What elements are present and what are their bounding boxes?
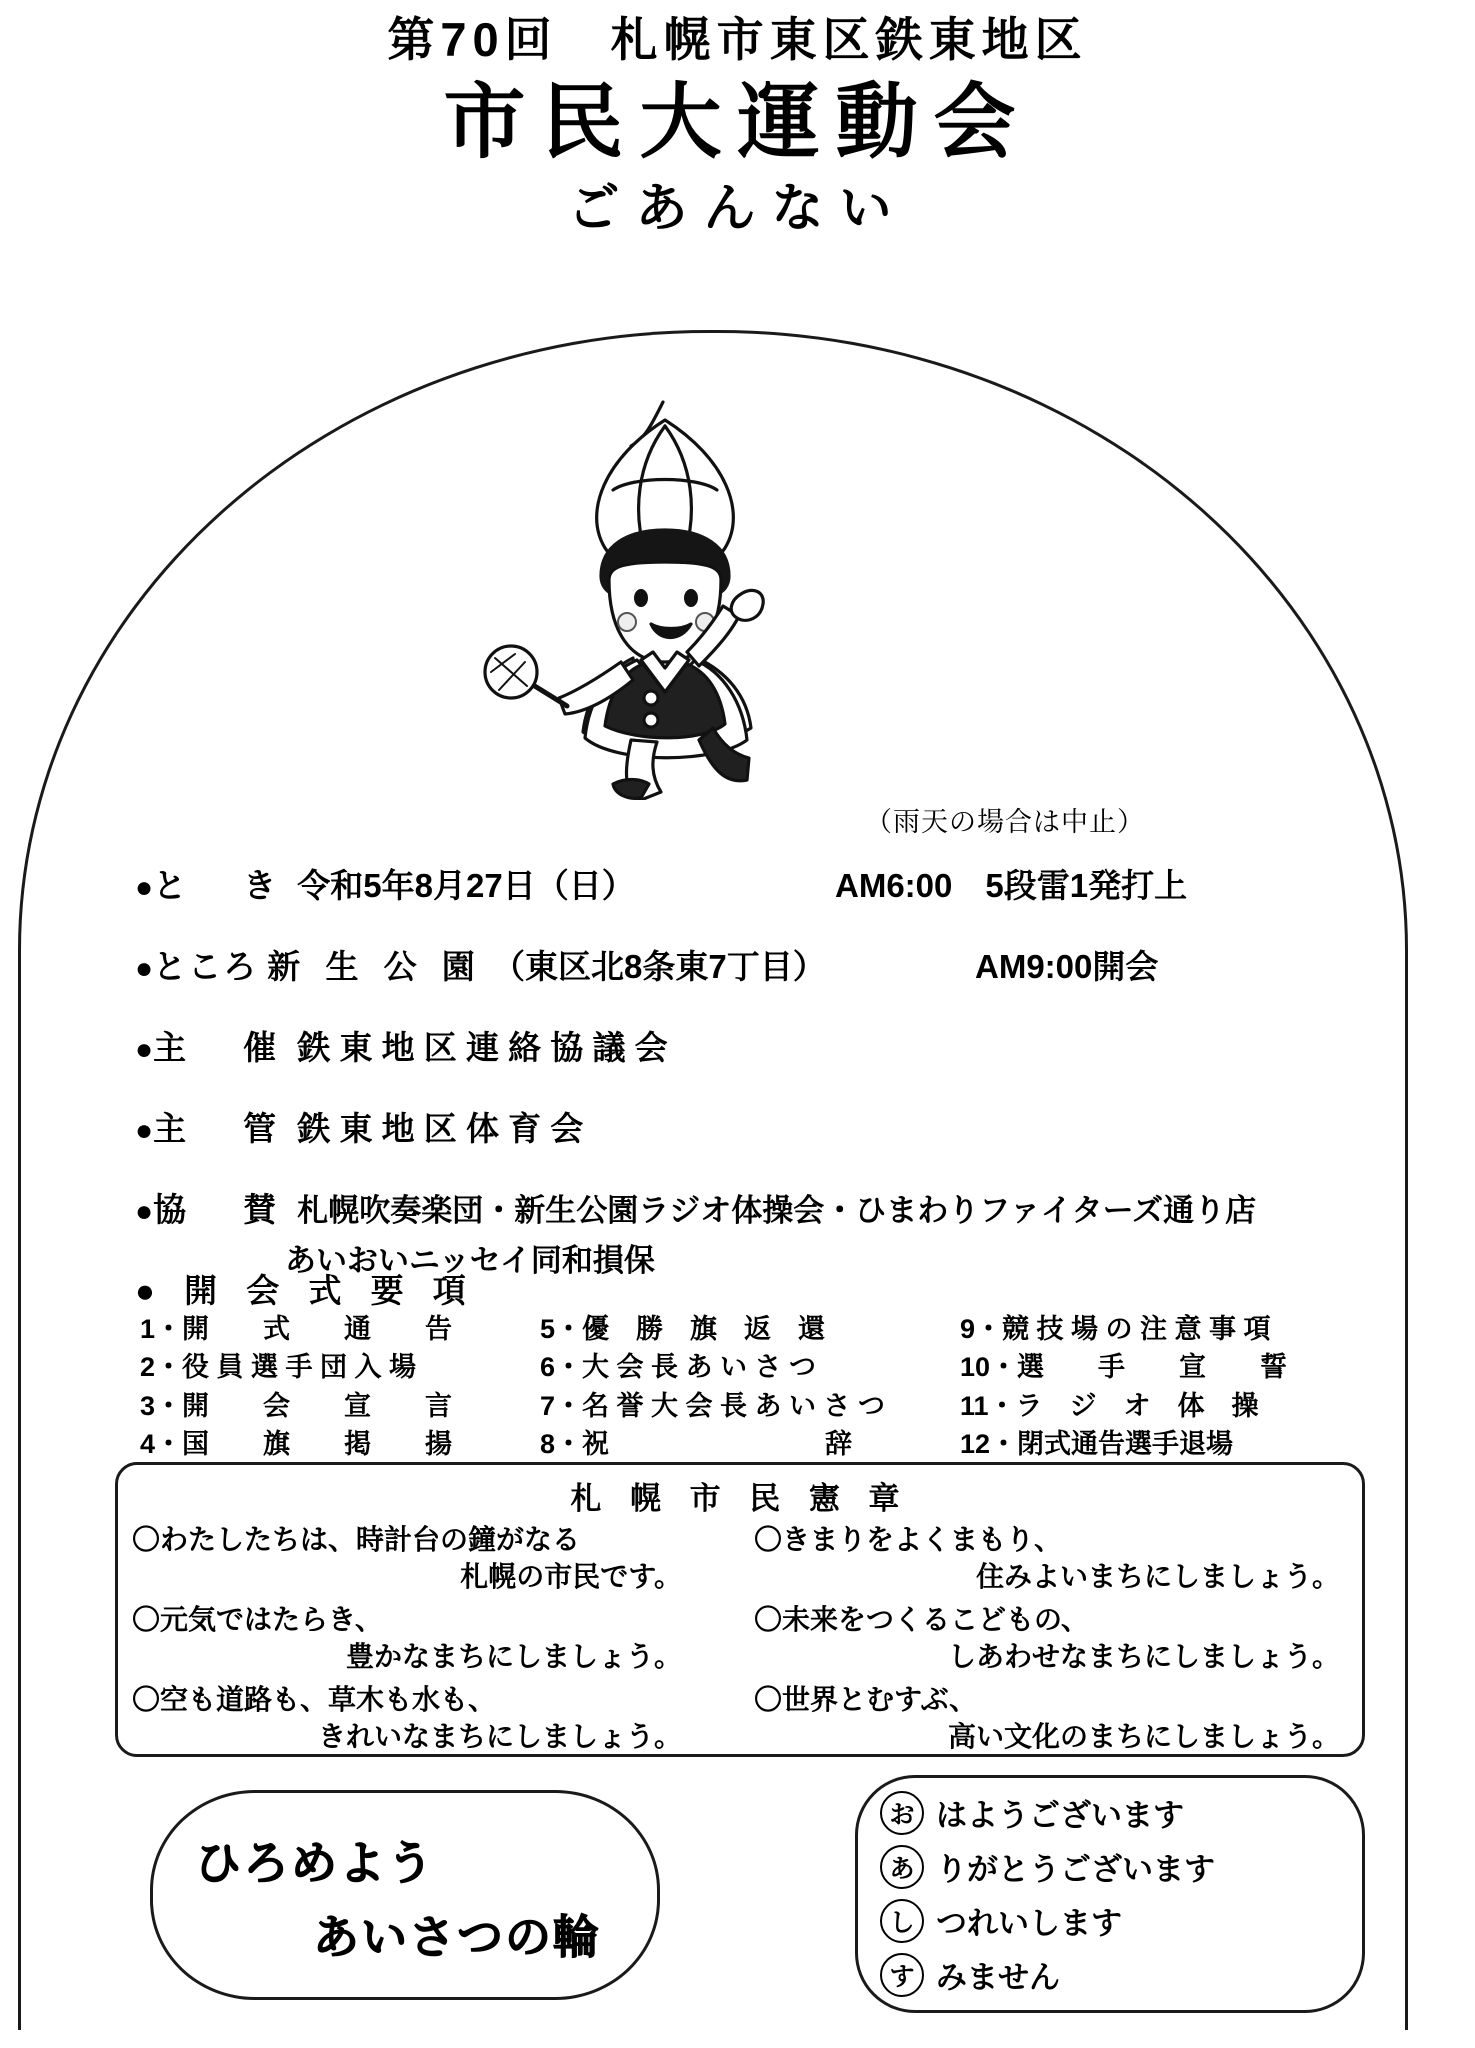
charter-item-line1: 〇空も道路も、草木も水も、: [132, 1683, 497, 1715]
program-item: [960, 1310, 1380, 1348]
onion-boy-mascot-icon: [455, 380, 875, 800]
info-value-shusai: 鉄 東 地 区 連 絡 協 議 会: [297, 1029, 668, 1066]
program-item: [960, 1425, 1380, 1463]
charter-item-line2: 豊かなまちにしましょう。: [345, 1640, 682, 1672]
charter-item-line2: きれいなまちにしましょう。: [317, 1720, 682, 1752]
rain-cancel-note: （雨天の場合は中止）: [865, 807, 1145, 837]
program-row: [140, 1348, 1390, 1386]
kana-circle-icon: お: [880, 1791, 924, 1835]
greeting-row: [880, 1952, 1362, 1997]
charter-item: [132, 1682, 740, 1756]
greeting-slogan-box: [150, 1790, 660, 2000]
event-subtitle: ごあんない: [567, 180, 908, 239]
bullet-icon: ●: [135, 1114, 154, 1147]
program-item-number: 4・: [140, 1428, 183, 1459]
event-info-list: [135, 860, 1345, 1314]
program-item-label: 閉式通告選手退場: [1017, 1428, 1234, 1459]
greeting-row: [880, 1844, 1362, 1889]
charter-item-line2: 札幌の市民です。: [460, 1560, 682, 1592]
program-item-label: 優 勝 旗 返 還: [582, 1314, 826, 1344]
charter-item: [754, 1682, 1362, 1756]
greeting-row: [880, 1790, 1362, 1835]
slogan-line1: ひろめよう: [195, 1836, 435, 1890]
program-item: [960, 1387, 1380, 1425]
info-row-administrator: [135, 1103, 1345, 1150]
program-item-label: ラ ジ オ 体 操: [1015, 1390, 1259, 1421]
program-item: [140, 1425, 540, 1463]
program-item-number: 10・: [960, 1352, 1018, 1383]
info-sub-tokoro: （東区北8条東7丁目）: [491, 948, 826, 985]
program-heading-label: 開 会 式 要 項: [184, 1272, 476, 1309]
bullet-icon: ●: [135, 1272, 165, 1309]
bullet-icon: ●: [135, 1033, 154, 1066]
charter-item-line2: 高い文化のまちにしましょう。: [947, 1720, 1340, 1752]
program-item-label: 選 手 宣 誓: [1017, 1352, 1288, 1383]
program-item-number: 7・: [540, 1390, 583, 1421]
info-value-shukan: 鉄 東 地 区 体 育 会: [297, 1110, 584, 1147]
info-label-kyosan: 協 賛: [153, 1191, 289, 1228]
program-item-label: 開 会 宣 言: [182, 1390, 453, 1421]
info-row-datetime: [135, 860, 1345, 907]
charter-title: 札 幌 市 民 憲 章: [570, 1481, 910, 1516]
info-label-shukan: 主 管: [153, 1110, 289, 1147]
info-value-kyosan-line1: 札幌吹奏楽団・新生公園ラジオ体操会・ひまわりファイターズ通り店: [297, 1193, 1257, 1228]
program-heading: [135, 1265, 476, 1312]
charter-item-line1: 〇きまりをよくまもり、: [754, 1524, 1063, 1555]
program-item-number: 2・: [140, 1352, 183, 1383]
program-grid: [140, 1310, 1390, 1463]
poster-header: [0, 0, 1475, 241]
program-item-label: 大 会 長 あ い さ つ: [582, 1352, 817, 1383]
charter-item: [754, 1522, 1362, 1596]
info-label-toki: と き: [153, 867, 289, 904]
charter-item-line1: 〇世界とむすぶ、: [754, 1683, 978, 1715]
greeting-text: はようございます: [936, 1798, 1184, 1833]
info-row-organizer: [135, 1022, 1345, 1069]
greeting-row: [880, 1898, 1362, 1943]
charter-item: [754, 1602, 1362, 1676]
program-item-number: 8・: [540, 1428, 583, 1459]
charter-item-line1: 〇元気ではたらき、: [132, 1603, 383, 1635]
bullet-icon: ●: [135, 1195, 154, 1228]
program-item-number: 5・: [540, 1314, 583, 1344]
charter-item-line1: 〇未来をつくるこどもの、: [754, 1603, 1089, 1635]
info-value-kyosan-line2: あいおいニッセイ同和損保: [285, 1243, 655, 1278]
program-item: [140, 1348, 540, 1386]
program-item-number: 9・: [960, 1314, 1003, 1344]
program-item-number: 6・: [540, 1352, 583, 1383]
sapporo-citizens-charter-box: [115, 1462, 1365, 1757]
info-right-tokoro: AM9:00開会: [975, 948, 1159, 985]
program-item: [960, 1348, 1380, 1386]
greeting-text: りがとうございます: [936, 1852, 1215, 1887]
program-item-number: 12・: [960, 1428, 1018, 1459]
program-item-label: 祝 辞: [582, 1428, 853, 1459]
kana-circle-icon: あ: [880, 1845, 924, 1889]
event-main-title: 市民大運動会: [443, 76, 1032, 168]
program-item-label: 開 式 通 告: [182, 1314, 453, 1344]
program-item-label: 名 誉 大 会 長 あ い さ つ: [582, 1390, 886, 1421]
charter-item-line1: 〇わたしたちは、時計台の鐘がなる: [132, 1524, 581, 1555]
program-item-number: 3・: [140, 1390, 183, 1421]
program-item: [540, 1425, 960, 1463]
kana-circle-icon: す: [880, 1953, 924, 1997]
greeting-text: つれいします: [936, 1906, 1122, 1941]
program-item-number: 1・: [140, 1314, 183, 1344]
kana-circle-icon: し: [880, 1899, 924, 1943]
program-item-label: 役 員 選 手 団 入 場: [182, 1352, 417, 1383]
info-value-tokoro: 新 生 公 園: [267, 948, 483, 985]
bullet-icon: ●: [135, 952, 154, 985]
charter-item-line2: しあわせなまちにしましょう。: [947, 1640, 1340, 1672]
charter-item: [132, 1522, 740, 1596]
program-item-label: 競 技 場 の 注 意 事 項: [1002, 1314, 1271, 1344]
charter-column-left: [118, 1522, 740, 1762]
program-item: [540, 1348, 960, 1386]
charter-item-line2: 住みよいまちにしましょう。: [975, 1560, 1340, 1592]
charter-item: [132, 1602, 740, 1676]
program-item-label: 国 旗 掲 揚: [182, 1428, 453, 1459]
greeting-text: みません: [936, 1960, 1060, 1995]
info-right-toki: AM6:00 5段雷1発打上: [835, 867, 1188, 904]
program-item: [540, 1310, 960, 1348]
bullet-icon: ●: [135, 871, 154, 904]
info-label-shusai: 主 催: [153, 1029, 289, 1066]
program-row: [140, 1310, 1390, 1348]
program-row: [140, 1425, 1390, 1463]
greeting-phrases-box: [855, 1775, 1365, 2013]
program-item-number: 11・: [960, 1390, 1016, 1421]
event-edition-title: 第70回 札幌市東区鉄東地区: [387, 13, 1088, 66]
charter-column-right: [740, 1522, 1362, 1762]
info-label-tokoro: ところ: [153, 948, 259, 985]
program-item: [140, 1387, 540, 1425]
slogan-line2: あいさつの輪: [313, 1910, 601, 1964]
info-row-place: [135, 941, 1345, 988]
program-item: [540, 1387, 960, 1425]
program-item: [140, 1310, 540, 1348]
info-value-toki: 令和5年8月27日（日）: [297, 867, 635, 904]
program-row: [140, 1387, 1390, 1425]
